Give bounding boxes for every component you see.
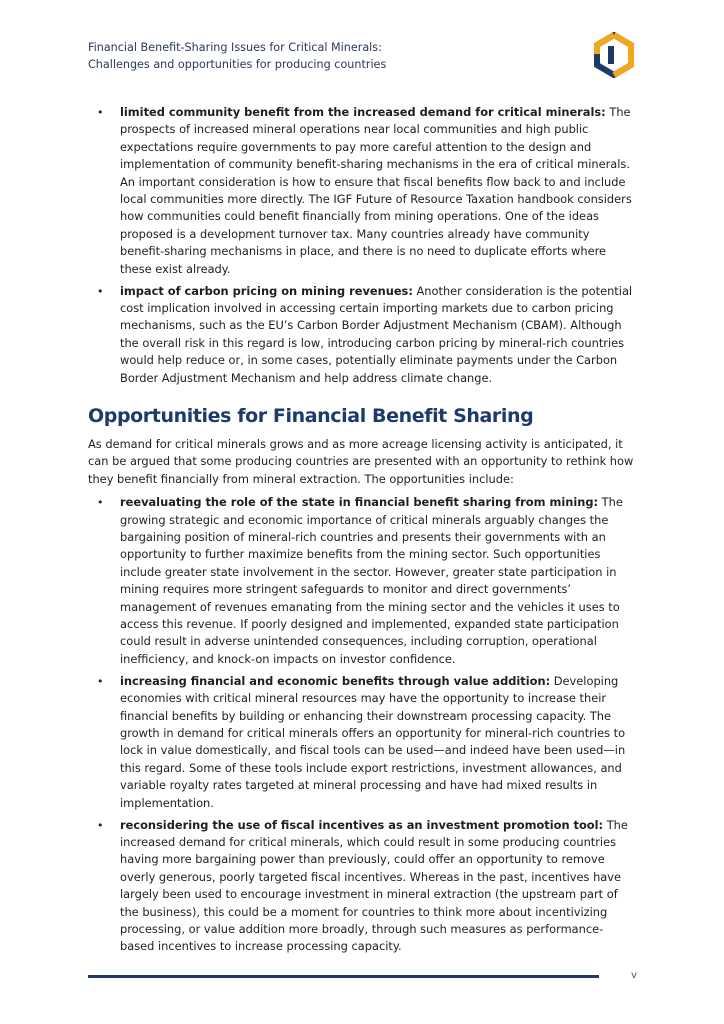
bullet-text: Developing economies with critical mineral resources may have the opportunity to increase their financial benefits by building or enhancing their downstream processing capacity. The growth in demand for critical minerals offers an opportunity for mineral-rich countries to lock in value domestically, and fiscal tools can be used—and indeed have been used—in this regard. Some of these tools include export restrictions, investment allowances, and variable royalty rates targeted at mineral processing and have had mixed results in implementation.	[120, 673, 626, 810]
page-number: v	[631, 970, 637, 981]
igf-logo-icon	[591, 32, 637, 78]
bullet-lead: reevaluating the role of the state in financial benefit sharing from mining:	[120, 495, 599, 510]
bullet-lead: reconsidering the use of fiscal incentives as an investment promotion tool:	[120, 817, 604, 832]
main-content	[88, 104, 636, 960]
bullet-text: Another consideration is the potential cost implication involved in accessing certain importing markets due to carbon pricing mechanisms, such as the EU’s Carbon Border Adjustment Mechanism (CBAM). Although the overall risk in this regard is low, introducing carbon pricing by mineral-rich countries would help reduce or, in some cases, potentially eliminate payments under the Carbon Border Adjustment Mechanism and help address climate change.	[120, 283, 633, 385]
bullet-lead: increasing financial and economic benefits through value addition:	[120, 673, 551, 688]
section-heading: Opportunities for Financial Benefit Sharing	[88, 405, 534, 427]
logo-inner-bar	[608, 46, 614, 64]
top-bullet-list	[88, 104, 636, 387]
list-item: • limited community benefit from the increased demand for critical minerals: The prospects of increased mineral operations near local communities and high public expectations require governments to pay more careful attention to the design and implementation of community benefit-sharing mechanisms in the era of critical minerals. An important consideration is how to ensure that fiscal benefits flow back to and include local communities more directly. The IGF Future of Resource Taxation handbook considers how communities could benefit financially from mining operations. One of the ideas proposed is a development turnover tax. Many countries already have community benefit-sharing mechanisms in place, and there is no need to duplicate efforts where these exist already.	[97, 105, 632, 276]
section-intro: As demand for critical minerals grows and as more acreage licensing activity is anticipated, it can be argued that some producing countries are presented with an opportunity to rethink how they benefit financially from mineral extraction. The opportunities include:	[88, 437, 634, 486]
header-line-1: Financial Benefit-Sharing Issues for Critical Minerals:	[88, 41, 382, 54]
list-item: • increasing financial and economic benefits through value addition: Developing economies with critical mineral resources may have the opportunity to increase their financial benefits by building or enhancing their downstream processing capacity. The growth in demand for critical minerals offers an opportunity for mineral-rich countries to lock in value domestically, and fiscal tools can be used—and indeed have been used—in this regard. Some of these tools include export restrictions, investment allowances, and variable royalty rates targeted at mineral processing and have had mixed results in implementation.	[97, 673, 626, 810]
footer-rule	[88, 975, 599, 978]
header-line-2: Challenges and opportunities for producing countries	[88, 58, 387, 71]
logo-gold-segment	[614, 35, 631, 75]
list-item: • reconsidering the use of fiscal incentives as an investment promotion tool: The increased demand for critical minerals, which could result in some producing countries having more bargaining power than previously, could offer an opportunity to remove overly generous, poorly targeted fiscal incentives. Whereas in the past, incentives have largely been used to encourage investment in mineral extraction (the upstream part of the business), this could be a moment for countries to think more about incentivizing processing, or value addition more broadly, through such measures as performance-based incentives to increase processing capacity.	[97, 817, 628, 954]
bullet-lead: limited community benefit from the increased demand for critical minerals:	[120, 105, 606, 119]
list-item: • impact of carbon pricing on mining revenues: Another consideration is the potential cost implication involved in accessing certain importing markets due to carbon pricing mechanisms, such as the EU’s Carbon Border Adjustment Mechanism (CBAM). Although the overall risk in this regard is low, introducing carbon pricing by mineral-rich countries would help reduce or, in some cases, potentially eliminate payments under the Carbon Border Adjustment Mechanism and help address climate change.	[97, 283, 633, 385]
bullet-text: The growing strategic and economic importance of critical minerals arguably changes the bargaining position of mineral-rich countries and presents their governments with an opportunity to further maximize benefits from the mining sector. Such opportunities include greater state involvement in the sector. However, greater state participation in mining requires more stringent safeguards to monitor and direct governments’ management of revenues emanating from the mining sector and the vehicles it uses to access this revenue. If poorly designed and implemented, expanded state participation could result in adverse unintended consequences, including corruption, operational inefficiency, and knock-on impacts on investor confidence.	[120, 495, 623, 666]
bullet-text: The prospects of increased mineral operations near local communities and high public expectations require governments to pay more careful attention to the design and implementation of community benefit-sharing mechanisms in the era of critical minerals. An important consideration is how to ensure that fiscal benefits flow back to and include local communities more directly. The IGF Future of Resource Taxation handbook considers how communities could benefit financially from mining operations. One of the ideas proposed is a development turnover tax. Many countries already have community benefit-sharing mechanisms in place, and there is no need to duplicate efforts where these exist already.	[120, 105, 632, 276]
running-header	[88, 39, 386, 73]
list-item: • reevaluating the role of the state in financial benefit sharing from mining: The growing strategic and economic importance of critical minerals arguably changes the bargaining position of mineral-rich countries and presents their governments with an opportunity to further maximize benefits from the mining sector. Such opportunities include greater state involvement in the sector. However, greater state participation in mining requires more stringent safeguards to monitor and direct governments’ management of revenues emanating from the mining sector and the vehicles it uses to access this revenue. If poorly designed and implemented, expanded state participation could result in adverse unintended consequences, including corruption, operational inefficiency, and knock-on impacts on investor confidence.	[97, 495, 623, 666]
bottom-bullet-list	[88, 494, 636, 956]
bullet-lead: impact of carbon pricing on mining revenues:	[120, 283, 413, 298]
bullet-text: The increased demand for critical minerals, which could result in some producing countries having more bargaining power than previously, could offer an opportunity to remove overly generous, poorly targeted fiscal incentives. Whereas in the past, incentives have largely been used to encourage investment in mineral extraction (the upstream part of the business), this could be a moment for countries to think more about incentivizing processing, or value addition more broadly, through such measures as performance-based incentives to increase processing capacity.	[120, 817, 628, 954]
